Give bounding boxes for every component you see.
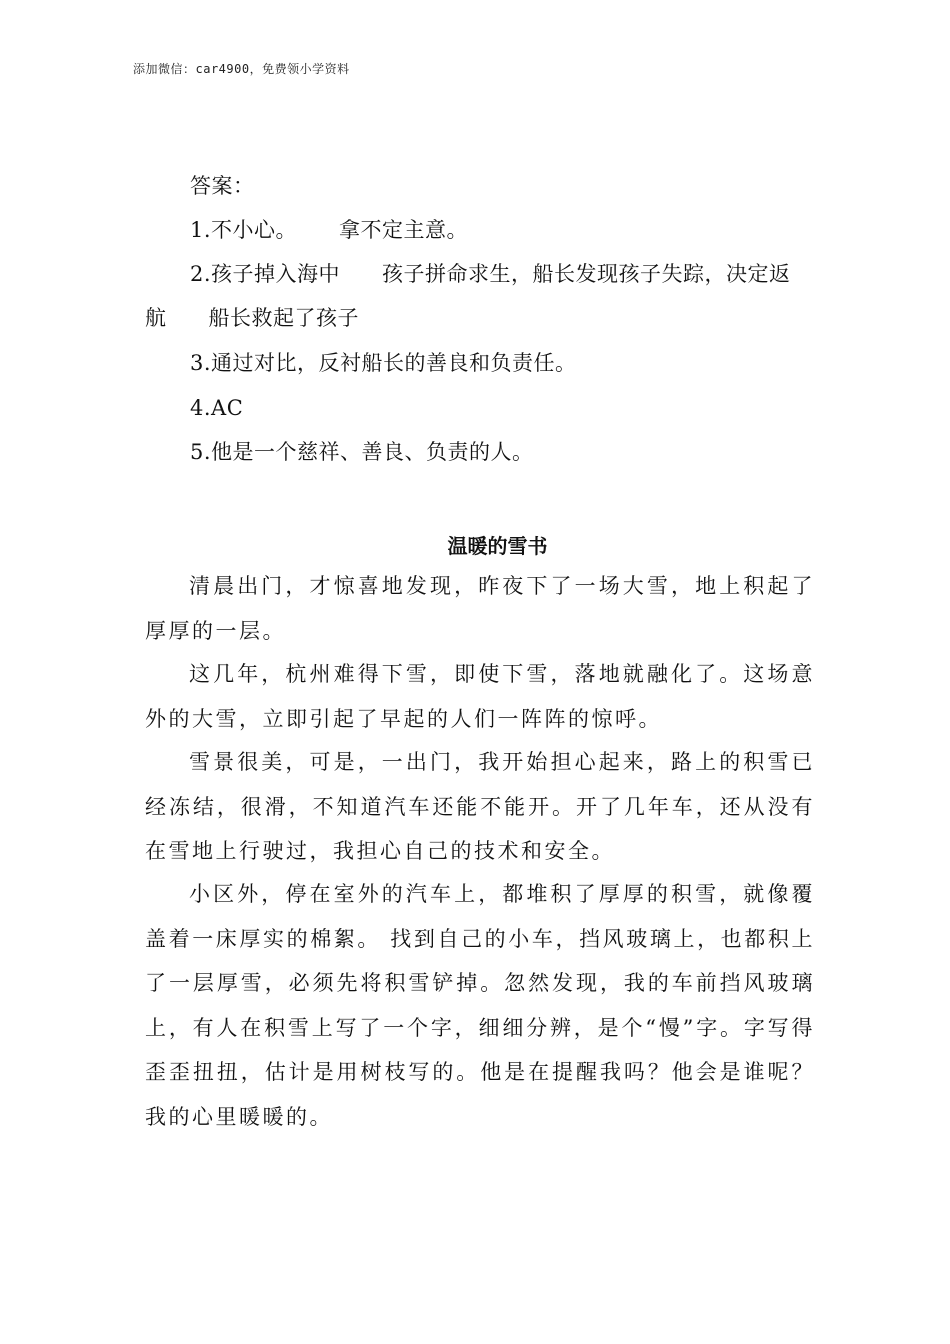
answer-3: 3.通过对比，反衬船长的善良和负责任。	[190, 351, 577, 375]
answer-2-cont-left: 航	[145, 306, 167, 330]
answer-2-left: 2.孩子掉入海中	[190, 262, 341, 286]
answer-1-left: 1.不小心。	[190, 218, 298, 242]
answer-1-right: 拿不定主意。	[339, 218, 469, 242]
article-title: 温暖的雪书	[447, 534, 548, 558]
answer-1	[190, 220, 468, 241]
answer-4: 4.AC	[190, 396, 244, 420]
answers-label: 答案：	[190, 174, 255, 198]
answer-2-right: 孩子拼命求生，船长发现孩子失踪，决定返	[382, 262, 791, 286]
answer-2	[190, 264, 791, 285]
article-paragraph-3: 雪景很美，可是，一出门，我开始担心起来，路上的积雪已经冻结，很滑，不知道汽车还能不能开。开了几年车，还从没有在雪地上行驶过，我担心自己的技术和安全。	[145, 750, 815, 863]
article-paragraph-2: 这几年，杭州难得下雪，即使下雪，落地就融化了。这场意外的大雪，立即引起了早起的人们一阵阵的惊呼。	[145, 662, 815, 731]
header-note: 添加微信：car4900，免费领小学资料	[133, 62, 350, 76]
answer-5: 5.他是一个慈祥、善良、负责的人。	[190, 440, 534, 464]
article-paragraph-1: 清晨出门，才惊喜地发现，昨夜下了一场大雪，地上积起了厚厚的一层。	[145, 574, 815, 643]
answer-2-continued	[145, 308, 359, 329]
answer-2-cont-right: 船长救起了孩子	[208, 306, 359, 330]
article-paragraph-4: 小区外，停在室外的汽车上，都堆积了厚厚的积雪，就像覆盖着一床厚实的棉絮。 找到自己的小车，挡风玻璃上，也都积上了一层厚雪，必须先将积雪铲掉。忽然发现，我的车前挡风玻璃上，有人在积雪上写了一个字，细细分辨，是个“慢”字。字写得歪歪扭扭，估计是用树枝写的。他是在提醒我吗？他会是谁呢？我的心里暖暖的。	[145, 882, 815, 1129]
